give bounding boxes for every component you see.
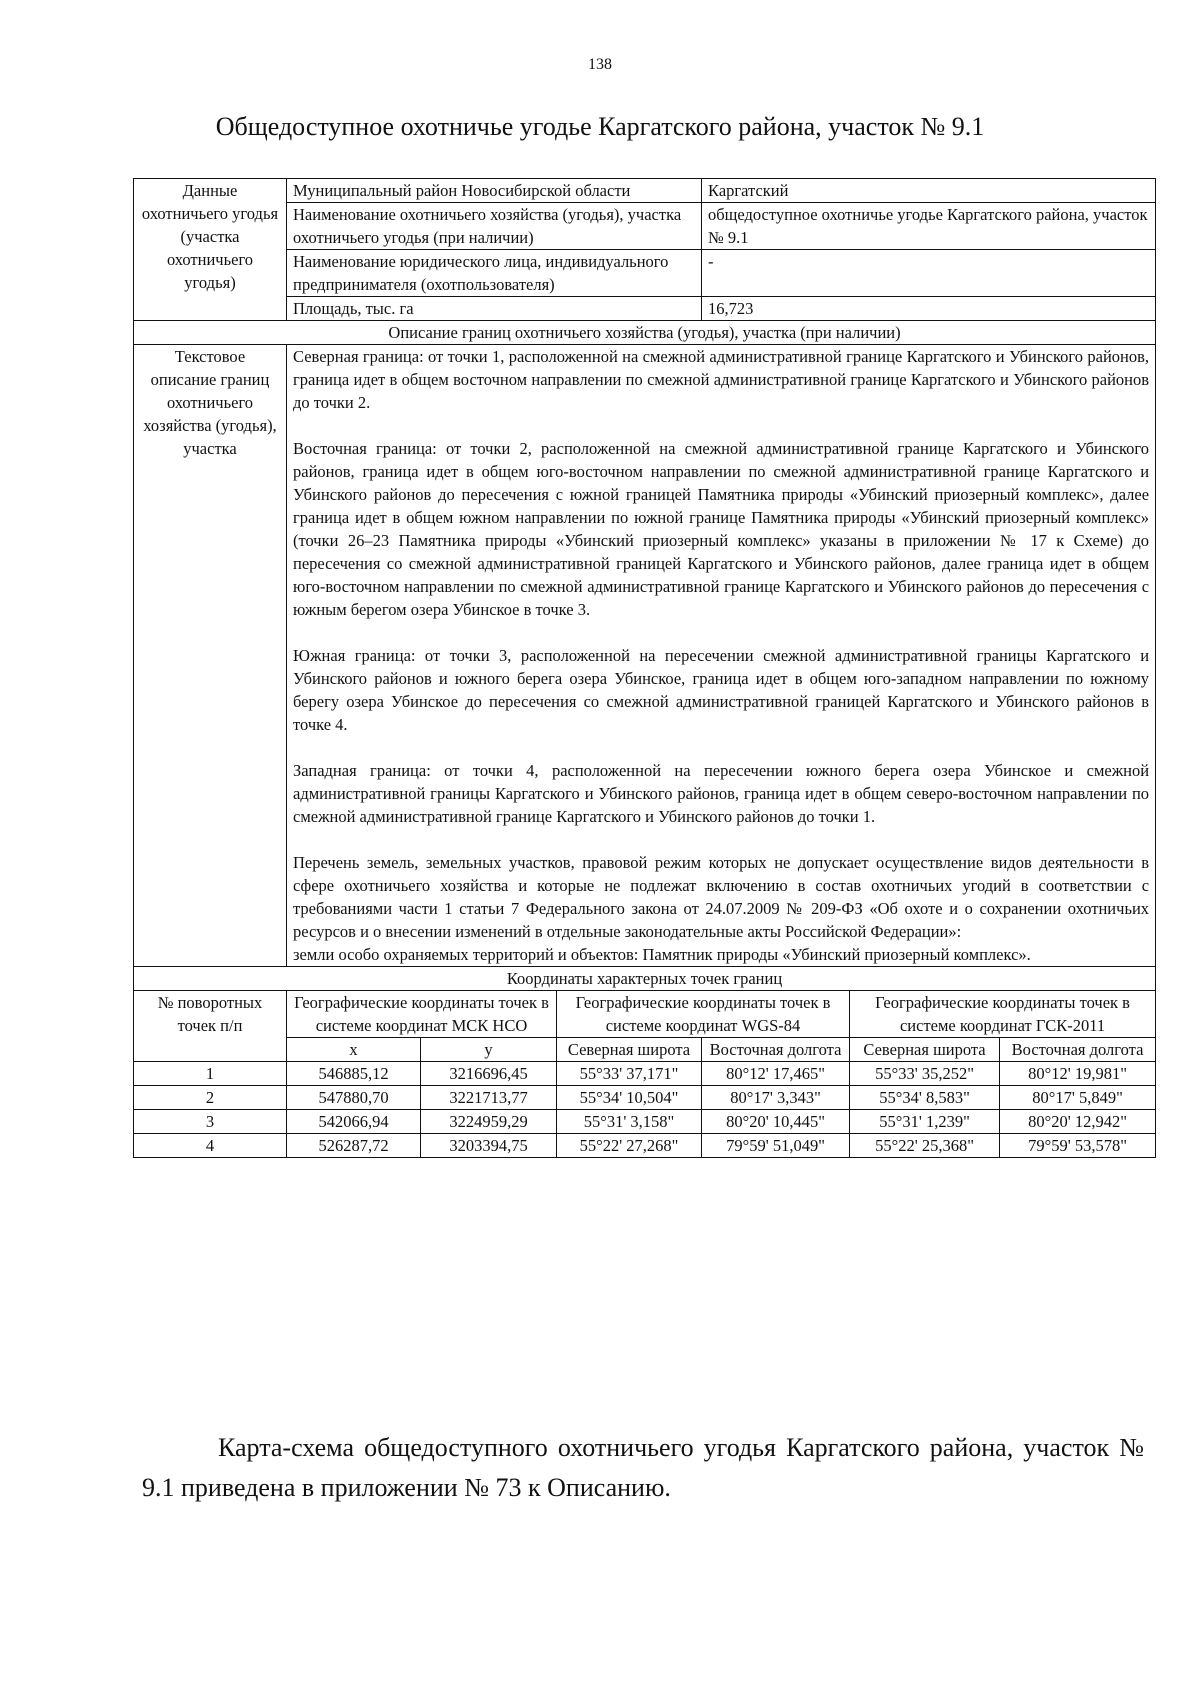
gsk-lat: 55°33' 35,252" — [850, 1062, 1000, 1086]
north-boundary-text: Северная граница: от точки 1, расположенной на смежной административной границе Каргатского и Убинского районов, граница идет в общем восточном направлении по смежной административной границе Каргатского и Убинского районов до точки 2. — [293, 347, 1150, 412]
msk-x: 547880,70 — [287, 1086, 421, 1110]
point-number: 2 — [134, 1086, 287, 1110]
subheader-gsk-lat: Северная широта — [850, 1038, 1000, 1062]
south-boundary-text: Южная граница: от точки 3, расположенной на пересечении смежной административной границы Каргатского и Убинского районов и южного берега озера Убинское, граница идет в общем юго-западном направлении по южному берегу озера Убинское до пересечения со смежной административной границей Каргатского и Убинского районов в точке 4. — [293, 646, 1150, 734]
wgs-lat: 55°33' 37,171" — [557, 1062, 702, 1086]
msk-x: 546885,12 — [287, 1062, 421, 1086]
restrictions-intro: Перечень земель, земельных участков, правовой режим которых не допускает осуществление видов деятельности в сфере охотничьего хозяйства и которые не подлежат включению в состав охотничьих угодий в соответствии с требованиями части 1 статьи 7 Федерального закона от 24.07.2009 № 209-ФЗ «Об охоте и о сохранении охотничьих ресурсов и о внесении изменений в отдельные законодательные акты Российской Федерации»: — [293, 853, 1150, 941]
boundaries-header-row — [134, 321, 1156, 345]
subheader-wgs-lon: Восточная долгота — [702, 1038, 850, 1062]
boundaries-row — [134, 345, 1156, 967]
coordinates-header: Координаты характерных точек границ — [134, 967, 1156, 991]
boundaries-header: Описание границ охотничьего хозяйства (угодья), участка (при наличии) — [134, 321, 1156, 345]
system-msk-header: Географические координаты точек в системе координат МСК НСО — [287, 991, 557, 1038]
point-number: 3 — [134, 1110, 287, 1134]
subheader-x: x — [287, 1038, 421, 1062]
wgs-lon: 80°20' 10,445" — [702, 1110, 850, 1134]
gsk-lat: 55°22' 25,368" — [850, 1134, 1000, 1158]
hunting-ground-table — [133, 178, 1156, 1158]
field-label: Муниципальный район Новосибирской области — [287, 179, 702, 203]
west-boundary-text: Западная граница: от точки 4, расположенной на пересечении южного берега озера Убинское и смежной административной границы Каргатского и Убинского районов, граница идет в общем северо-восточном направлении по смежной административной границе Каргатского и Убинского районов до точки 1. — [293, 761, 1150, 826]
gsk-lat: 55°34' 8,583" — [850, 1086, 1000, 1110]
point-number: 1 — [134, 1062, 287, 1086]
gsk-lon: 80°12' 19,981" — [1000, 1062, 1156, 1086]
field-value: Каргатский — [702, 179, 1156, 203]
coordinate-subheader-row — [134, 1038, 1156, 1062]
point-number-header: № поворотных точек п/п — [134, 991, 287, 1062]
field-value: общедоступное охотничье угодье Каргатского района, участок № 9.1 — [702, 203, 1156, 250]
field-label: Наименование охотничьего хозяйства (угодья), участка охотничьего угодья (при наличии) — [287, 203, 702, 250]
subheader-y: y — [421, 1038, 557, 1062]
legal-entity-row — [134, 250, 1156, 297]
table-row — [134, 1134, 1156, 1158]
wgs-lon: 80°12' 17,465" — [702, 1062, 850, 1086]
msk-y: 3203394,75 — [421, 1134, 557, 1158]
msk-x: 542066,94 — [287, 1110, 421, 1134]
ground-data-label: Данные охотничьего угодья (участка охотничьего угодья) — [134, 179, 287, 321]
subheader-wgs-lat: Северная широта — [557, 1038, 702, 1062]
map-reference-text: Карта-схема общедоступного охотничьего угодья Каргатского района, участок № 9.1 приведена в приложении № 73 к Описанию. — [142, 1433, 1144, 1502]
wgs-lat: 55°34' 10,504" — [557, 1086, 702, 1110]
table-row — [134, 1110, 1156, 1134]
gsk-lat: 55°31' 1,239" — [850, 1110, 1000, 1134]
wgs-lat: 55°31' 3,158" — [557, 1110, 702, 1134]
gsk-lon: 80°17' 5,849" — [1000, 1086, 1156, 1110]
coordinate-systems-row — [134, 991, 1156, 1038]
system-gsk2011-header: Географические координаты точек в системе координат ГСК-2011 — [850, 991, 1156, 1038]
point-number: 4 — [134, 1134, 287, 1158]
document-title: Общедоступное охотничье угодье Каргатского района, участок № 9.1 — [215, 112, 985, 141]
msk-y: 3221713,77 — [421, 1086, 557, 1110]
gsk-lon: 79°59' 53,578" — [1000, 1134, 1156, 1158]
system-wgs84-header: Географические координаты точек в системе координат WGS-84 — [557, 991, 850, 1038]
field-label: Наименование юридического лица, индивидуального предпринимателя (охотпользователя) — [287, 250, 702, 297]
msk-y: 3216696,45 — [421, 1062, 557, 1086]
field-label: Площадь, тыс. га — [287, 297, 702, 321]
wgs-lat: 55°22' 27,268" — [557, 1134, 702, 1158]
wgs-lon: 79°59' 51,049" — [702, 1134, 850, 1158]
field-value: 16,723 — [702, 297, 1156, 321]
wgs-lon: 80°17' 3,343" — [702, 1086, 850, 1110]
east-boundary-text: Восточная граница: от точки 2, расположенной на смежной административной границе Каргатского и Убинского районов, граница идет в общем юго-восточном направлении по смежной административной границе Каргатского и Убинского районов до пересечения с южной границей Памятника природы «Убинский приозерный комплекс», далее граница идет в общем южном направлении по южной границе Памятника природы «Убинский приозерный комплекс» (точки 26–23 Памятника природы «Убинский приозерный комплекс» указаны в приложении № 17 к Схеме) до пересечения со смежной административной границей Каргатского и Убинского районов, далее граница идет в общем юго-восточном направлении по смежной административной границе Каргатского и Убинского районов до пересечения с южным берегом озера Убинское в точке 3. — [293, 439, 1150, 619]
page-number: 138 — [588, 56, 612, 73]
msk-x: 526287,72 — [287, 1134, 421, 1158]
gsk-lon: 80°20' 12,942" — [1000, 1110, 1156, 1134]
boundaries-description — [287, 345, 1156, 967]
ground-name-row — [134, 203, 1156, 250]
area-row — [134, 297, 1156, 321]
municipal-district-row — [134, 179, 1156, 203]
msk-y: 3224959,29 — [421, 1110, 557, 1134]
table-row — [134, 1086, 1156, 1110]
subheader-gsk-lon: Восточная долгота — [1000, 1038, 1156, 1062]
restrictions-item: земли особо охраняемых территорий и объектов: Памятник природы «Убинский приозерный комплекс». — [293, 945, 1031, 964]
boundaries-label: Текстовое описание границ охотничьего хозяйства (угодья), участка — [134, 345, 287, 967]
table-row — [134, 1062, 1156, 1086]
coordinates-header-row — [134, 967, 1156, 991]
field-value: - — [702, 250, 1156, 297]
